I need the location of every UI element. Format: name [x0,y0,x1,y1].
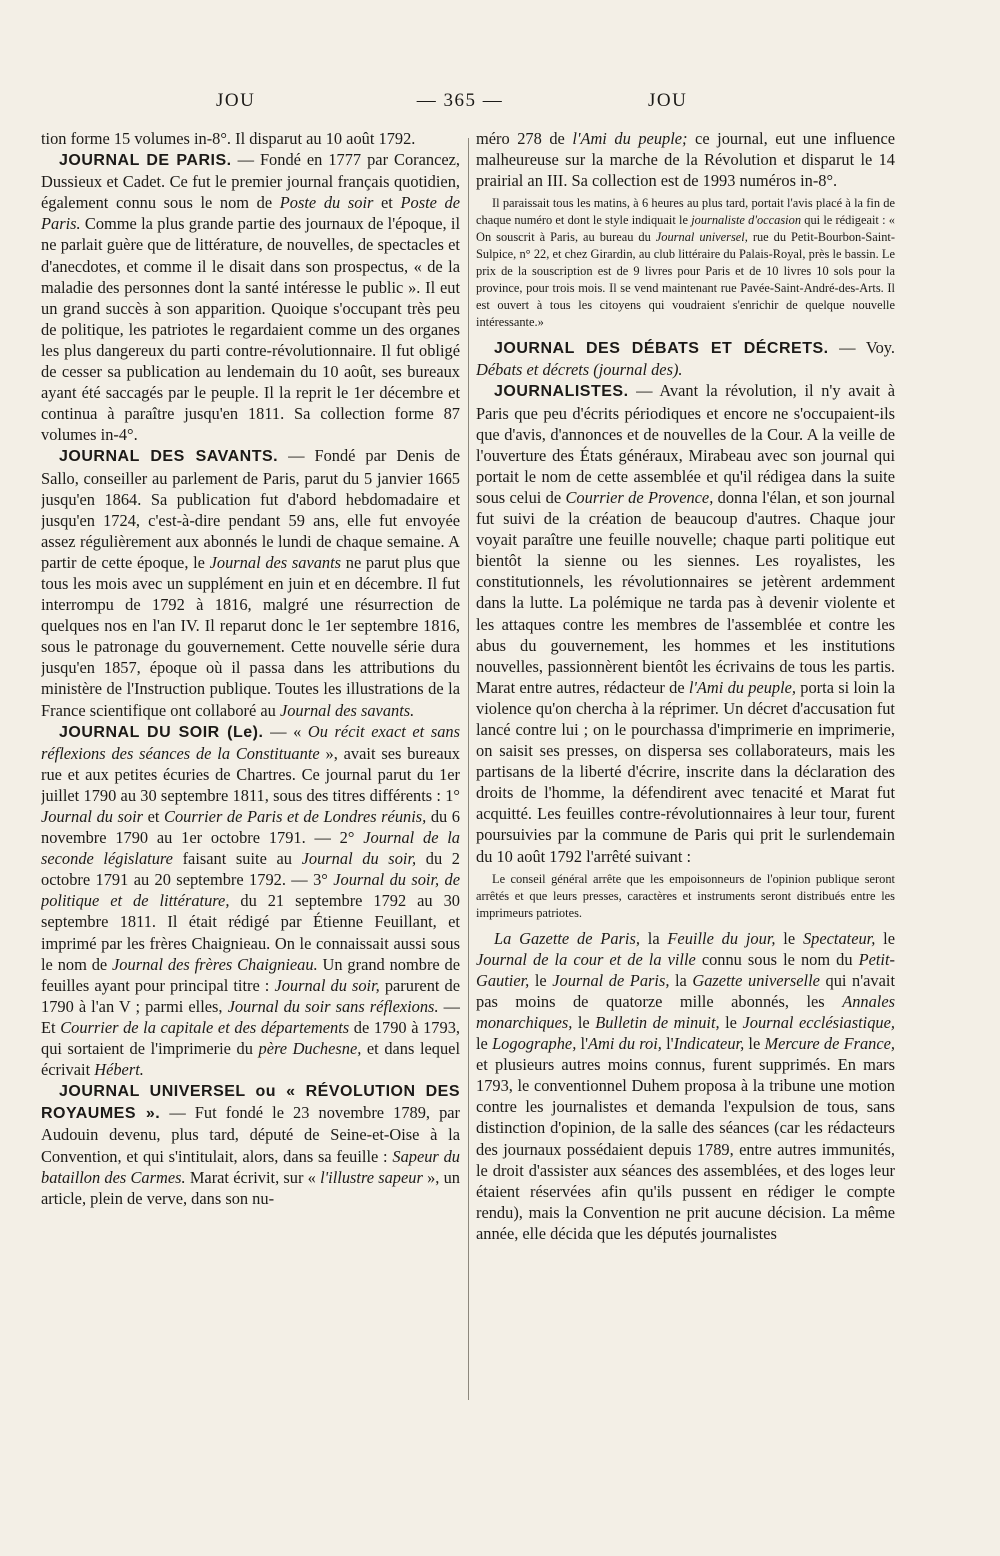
header-left: JOU [216,90,256,111]
page-number: — 365 — [416,90,504,111]
quoted-notice: Il paraissait tous les matins, à 6 heures au plus tard, portait l'avis placé à la fin de chaque numéro et dont le style indiquait le journaliste d'occasion qui le rédigeait : « On souscrit à Paris, au bureau du Journal universel, rue du Petit-Bourbon-Saint-Sulpice, n° 22, et chez Girardin, au club littéraire du Palais-Royal, près le bassin. Le prix de la souscription est de 9 livres pour Paris et de 10 livres 10 sols pour la province, pour trois mois. Il se vend maintenant rue Pavée-Saint-André-des-Arts. Il est ouvert à tous les citoyens qui voudraient s'enrichir de quelque nouvelle intéressante.» [476,196,895,330]
entry-journalistes: JOURNALISTES. — Avant la révolution, il n'y avait à Paris que peu d'écrits périodiques et encore ne s'occupaient-ils que d'avis, d'annonces et de nouvelles de la Cour. A la veille de l'ouverture des États généraux, Mirabeau avec son journal qui portait le nom de cette assemblée et qu'il rédigea dans la suite sous celui de Courrier de Provence, donna l'élan, et son journal fut suivi de la création de beaucoup d'autres. Chaque jour voyait paraître une feuille nouvelle; chaque parti politique eut bientôt la sienne ou les siennes. Les royalistes, les constitutionnels, les révolutionnaires se jetèrent ardemment dans la lutte. La polémique ne tarda pas à devenir violente et les attaques contre les membres de l'assemblée et contre les abus du gouvernement, les hommes et les institutions nouvelles, passionnèrent bientôt les écrivains de tous les partis. Marat entre autres, rédacteur de l'Ami du peuple, porta si loin la violence qu'on chercha à la réprimer. Un décret d'accusation fut lancé contre lui ; on le pourchassa d'imprimerie en imprimerie, on saisit ses presses, on dispersa ses collaborateurs, mais les partisans de la liberté d'écrire, inscrite dans la déclaration des droits de l'homme, la défendirent avec tenacité et Marat fut acquitté. Les feuilles contre-révolutionnaires à leur tour, furent poursuivies par la commune de Paris qui prit le surlendemain du 10 août 1792 l'arrêté suivant : [476,381,895,866]
paragraph-suppressed-journals: La Gazette de Paris, la Feuille du jour, le Spectateur, le Journal de la cour et de la ville connu sous le nom du Petit-Gautier, le Journal de Paris, la Gazette universelle qui n'avait pas moins de quatorze mille abonnés, les Annales monarchiques, le Bulletin de minuit, le Journal ecclésiastique, le Logographe, l'Ami du roi, l'Indicateur, le Mercure de France, et plusieurs autres moins connus, furent supprimés. En mars 1793, le conventionnel Duhem proposa à la tribune une motion contre les journalistes et demanda l'expulsion de tous, sans distinction d'opinion, de la salle des séances (car les rédacteurs des journaux possédaient depuis 1789, entre autres immunités, le droit d'assister aux séances des assemblées, et des loges leur étaient réservées afin qu'ils pussent en rédiger le compte rendu), mais la Convention ne prit aucune décision. La même année, elle décida que les députés journalistes [476,928,895,1243]
paragraph-continuation: méro 278 de l'Ami du peuple; ce journal, eut une influence malheureuse sur la marche de la Révolution et disparut le 14 prairial an III. Sa collection est de 1993 numéros in-8°. [476,129,895,191]
running-header [0,90,1000,120]
column-divider [468,138,469,1400]
entry-journal-des-savants: JOURNAL DES SAVANTS. — Fondé par Denis de Sallo, conseiller au parlement de Paris, parut du 5 janvier 1665 jusqu'en 1864. Sa publication fut d'abord hebdomadaire et jusqu'en 1724, c'est-à-dire pendant 59 ans, elle fut envoyée assez régulièrement aux abonnés le lundi de chaque semaine. A partir de cette époque, le Journal des savants ne parut plus que tous les mois avec un supplément en juin et en décembre. Il fut interrompu de 1792 à 1816, malgré une résurrection de quelques nos en l'an IV. Il reparut donc le 1er septembre 1816, sous le patronage du gouvernement. Cette nouvelle série dura jusqu'en 1857, époque où il passa dans les attributions du ministère de l'Instruction publique. Toutes les illustrations de la France scientifique ont collaboré au Journal des savants. [41,446,460,720]
quoted-decree: Le conseil général arrête que les empoisonneurs de l'opinion publique seront arrêtés et que leurs presses, caractères et instruments seront distribués entre les imprimeurs patriotes. [476,871,895,920]
right-column [476,128,895,1418]
paragraph-continuation: tion forme 15 volumes in-8°. Il disparut au 10 août 1792. [41,129,416,148]
entry-journal-des-debats: JOURNAL DES DÉBATS ET DÉCRETS. — Voy. Débats et décrets (journal des). [476,338,895,380]
entry-journal-de-paris: JOURNAL DE PARIS. — Fondé en 1777 par Corancez, Dussieux et Cadet. Ce fut le premier journal français quotidien, également connu sous le nom de Poste du soir et Poste de Paris. Comme la plus grande partie des journaux de l'époque, il ne parlait guère que de littérature, de nouvelles, de spectacles et d'anecdotes, et comme il le disait dans son prospectus, « de la maladie des personnes dont la santé intéresse le public ». Il eut un grand succès à son apparition. Quoique s'occupant très peu de politique, les patriotes le regardaient comme un des organes les plus dangereux du parti contre-révolutionnaire. Il fut obligé de cesser sa publication au lendemain du 10 août, ses bureaux ayant été saccagés par le peuple. Il la reprit le 1er décembre et continua à paraître jusqu'en 1811. Sa collection forme 87 volumes in-4°. [41,150,460,445]
entry-journal-du-soir: JOURNAL DU SOIR (Le). — « Ou récit exact et sans réflexions des séances de la Constituante », avait ses bureaux rue et aux petites écuries de Chartres. Ce journal parut du 1er juillet 1790 au 30 septembre 1811, sous des titres différents : 1° Journal du soir et Courrier de Paris et de Londres réunis, du 6 novembre 1790 au 1er octobre 1791. — 2° Journal de la seconde législature faisant suite au Journal du soir, du 2 octobre 1791 au 20 septembre 1792. — 3° Journal du soir, de politique et de littérature, du 21 septembre 1792 au 30 septembre 1811. Il était rédigé par Étienne Feuillant, et imprimé par les frères Chaignieau. On le connaissait aussi sous le nom de Journal des frères Chaignieau. Un grand nombre de feuilles ayant pour principal titre : Journal du soir, parurent de 1790 à l'an V ; parmi elles, Journal du soir sans réflexions. — Et Courrier de la capitale et des départements de 1790 à 1793, qui sortaient de l'imprimerie du père Duchesne, et dans lequel écrivait Hébert. [41,721,460,1080]
entry-journal-universel: JOURNAL UNIVERSEL ou « RÉVOLUTION DES ROYAUMES ». — Fut fondé le 23 novembre 1789, par Audouin devenu, plus tard, député de Seine-et-Oise à la Convention, et qui s'intitulait, alors, dans sa feuille : Sapeur du bataillon des Carmes. Marat écrivit, sur « l'illustre sapeur », un article, plein de verve, dans son nu- [41,1083,460,1208]
header-right: JOU [648,90,688,111]
left-column [41,128,460,1418]
